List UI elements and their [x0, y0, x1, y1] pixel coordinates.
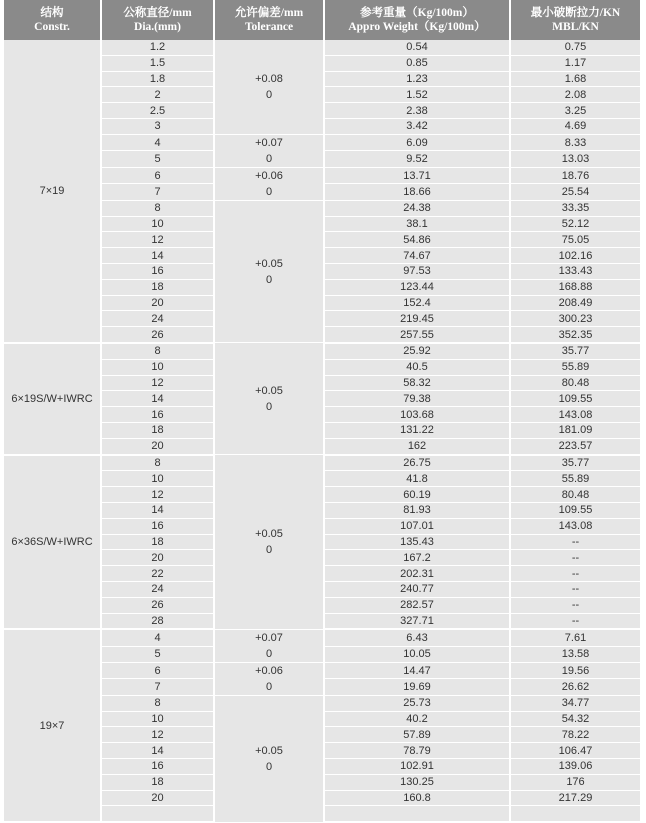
mbl-cell: 2.08 [510, 87, 640, 103]
mbl-cell: 13.58 [510, 646, 640, 662]
diameter-cell: 10 [101, 711, 214, 727]
mbl-cell: 55.89 [510, 359, 640, 375]
diameter-cell: 20 [101, 295, 214, 311]
table-body [4, 40, 640, 822]
diameter-cell: 28 [101, 613, 214, 629]
mbl-cell [510, 806, 640, 822]
tolerance-lower: 0 [265, 88, 273, 101]
diameter-cell: 12 [101, 232, 214, 248]
table-row [4, 343, 640, 359]
mbl-cell: 109.55 [510, 502, 640, 518]
weight-cell: 135.43 [324, 534, 510, 550]
tolerance-lower: 0 [265, 185, 273, 198]
weight-cell: 160.8 [324, 790, 510, 806]
mbl-cell: 352.35 [510, 327, 640, 343]
weight-cell: 6.43 [324, 629, 510, 646]
diameter-cell: 4 [101, 134, 214, 151]
header-diameter [101, 0, 214, 40]
tolerance-lower: 0 [265, 680, 273, 693]
construction-cell: 19×7 [4, 629, 101, 822]
weight-cell: 19.69 [324, 679, 510, 696]
tolerance-upper: +0.05 [255, 257, 283, 270]
diameter-cell: 18 [101, 422, 214, 438]
mbl-cell: 19.56 [510, 662, 640, 679]
diameter-cell: 7 [101, 679, 214, 696]
mbl-cell: 0.75 [510, 40, 640, 55]
diameter-cell: 26 [101, 597, 214, 613]
construction-cell: 7×19 [4, 40, 101, 343]
weight-cell: 102.91 [324, 758, 510, 774]
mbl-cell: -- [510, 566, 640, 582]
weight-cell: 167.2 [324, 550, 510, 566]
diameter-cell: 26 [101, 327, 214, 343]
diameter-cell: 20 [101, 438, 214, 454]
diameter-cell: 8 [101, 343, 214, 359]
tolerance-lower: 0 [265, 543, 273, 556]
weight-cell: 10.05 [324, 646, 510, 662]
mbl-cell: 139.06 [510, 758, 640, 774]
mbl-cell: -- [510, 534, 640, 550]
tolerance-cell [214, 167, 324, 200]
weight-cell: 103.68 [324, 407, 510, 423]
header-en: Appro Weight（Kg/100m） [348, 21, 486, 33]
weight-cell: 25.92 [324, 343, 510, 359]
weight-cell: 54.86 [324, 232, 510, 248]
diameter-cell: 16 [101, 518, 214, 534]
weight-cell: 202.31 [324, 566, 510, 582]
table-row [4, 629, 640, 646]
mbl-cell: 25.54 [510, 184, 640, 201]
tolerance-upper: +0.07 [255, 631, 283, 644]
mbl-cell: 176 [510, 774, 640, 790]
tolerance-upper: +0.06 [255, 664, 283, 677]
tolerance-upper: +0.06 [255, 169, 283, 182]
tolerance-upper: +0.05 [255, 384, 283, 397]
weight-cell: 58.32 [324, 375, 510, 391]
diameter-cell: 16 [101, 407, 214, 423]
diameter-cell: 3 [101, 118, 214, 134]
tolerance-lower: 0 [265, 152, 273, 165]
weight-cell: 40.2 [324, 711, 510, 727]
diameter-cell: 22 [101, 566, 214, 582]
mbl-cell: 106.47 [510, 743, 640, 759]
header-zh: 允许偏差/mm [234, 7, 304, 19]
mbl-cell: -- [510, 581, 640, 597]
mbl-cell: 181.09 [510, 422, 640, 438]
header-weight [324, 0, 510, 40]
weight-cell: 1.52 [324, 87, 510, 103]
mbl-cell: 7.61 [510, 629, 640, 646]
mbl-cell: 26.62 [510, 679, 640, 696]
mbl-cell: 80.48 [510, 375, 640, 391]
weight-cell [324, 806, 510, 822]
weight-cell: 219.45 [324, 311, 510, 327]
weight-cell: 257.55 [324, 327, 510, 343]
header-zh: 结构 [40, 7, 64, 19]
mbl-cell: -- [510, 550, 640, 566]
diameter-cell: 14 [101, 248, 214, 264]
diameter-cell: 20 [101, 790, 214, 806]
tolerance-lower: 0 [265, 400, 273, 413]
diameter-cell: 5 [101, 646, 214, 662]
weight-cell: 40.5 [324, 359, 510, 375]
mbl-cell: 55.89 [510, 471, 640, 487]
diameter-cell: 1.2 [101, 40, 214, 55]
weight-cell: 130.25 [324, 774, 510, 790]
mbl-cell: 217.29 [510, 790, 640, 806]
diameter-cell: 10 [101, 471, 214, 487]
mbl-cell: 133.43 [510, 263, 640, 279]
weight-cell: 97.53 [324, 263, 510, 279]
mbl-cell: 54.32 [510, 711, 640, 727]
weight-cell: 1.23 [324, 71, 510, 87]
weight-cell: 79.38 [324, 391, 510, 407]
mbl-cell: 168.88 [510, 279, 640, 295]
tolerance-cell [214, 695, 324, 822]
mbl-cell: 223.57 [510, 438, 640, 454]
weight-cell: 3.42 [324, 118, 510, 134]
weight-cell: 81.93 [324, 502, 510, 518]
diameter-cell: 12 [101, 375, 214, 391]
header-construction [4, 0, 101, 40]
diameter-cell: 18 [101, 279, 214, 295]
mbl-cell: 35.77 [510, 343, 640, 359]
mbl-cell: 3.25 [510, 103, 640, 119]
table-row [4, 40, 640, 55]
mbl-cell: 300.23 [510, 311, 640, 327]
weight-cell: 282.57 [324, 597, 510, 613]
diameter-cell: 14 [101, 502, 214, 518]
weight-cell: 0.85 [324, 55, 510, 71]
tolerance-cell [214, 343, 324, 455]
diameter-cell: 12 [101, 727, 214, 743]
weight-cell: 2.38 [324, 103, 510, 119]
diameter-cell: 6 [101, 167, 214, 184]
diameter-cell: 18 [101, 534, 214, 550]
mbl-cell: 75.05 [510, 232, 640, 248]
mbl-cell: 143.08 [510, 518, 640, 534]
diameter-cell: 8 [101, 455, 214, 471]
diameter-cell: 8 [101, 200, 214, 216]
mbl-cell: 109.55 [510, 391, 640, 407]
header-en: Tolerance [244, 21, 294, 33]
diameter-cell: 24 [101, 311, 214, 327]
mbl-cell: 78.22 [510, 727, 640, 743]
diameter-cell: 1.5 [101, 55, 214, 71]
diameter-cell: 1.8 [101, 71, 214, 87]
header-en: Constr. [34, 21, 70, 33]
weight-cell: 78.79 [324, 743, 510, 759]
mbl-cell: 1.17 [510, 55, 640, 71]
construction-cell: 6×19S/W+IWRC [4, 343, 101, 455]
weight-cell: 131.22 [324, 422, 510, 438]
tolerance-cell [214, 134, 324, 167]
diameter-cell: 5 [101, 151, 214, 168]
mbl-cell: 34.77 [510, 695, 640, 711]
mbl-cell: 8.33 [510, 134, 640, 151]
tolerance-upper: +0.05 [255, 527, 283, 540]
diameter-cell: 6 [101, 662, 214, 679]
header-row [4, 0, 640, 40]
weight-cell: 41.8 [324, 471, 510, 487]
weight-cell: 13.71 [324, 167, 510, 184]
diameter-cell: 14 [101, 743, 214, 759]
mbl-cell: 208.49 [510, 295, 640, 311]
weight-cell: 14.47 [324, 662, 510, 679]
weight-cell: 26.75 [324, 455, 510, 471]
weight-cell: 240.77 [324, 581, 510, 597]
tolerance-upper: +0.08 [255, 72, 283, 85]
mbl-cell: 13.03 [510, 151, 640, 168]
header-en: Dia.(mm) [134, 21, 181, 33]
mbl-cell: 52.12 [510, 216, 640, 232]
mbl-cell: 1.68 [510, 71, 640, 87]
tolerance-cell [214, 629, 324, 662]
wire-rope-spec-table [4, 0, 640, 823]
weight-cell: 38.1 [324, 216, 510, 232]
weight-cell: 327.71 [324, 613, 510, 629]
tolerance-lower: 0 [265, 273, 273, 286]
diameter-cell: 2 [101, 87, 214, 103]
weight-cell: 107.01 [324, 518, 510, 534]
header-mbl [510, 0, 640, 40]
tolerance-cell [214, 662, 324, 695]
diameter-cell: 16 [101, 263, 214, 279]
mbl-cell: -- [510, 597, 640, 613]
diameter-cell: 18 [101, 774, 214, 790]
tolerance-lower: 0 [265, 647, 273, 660]
mbl-cell: 143.08 [510, 407, 640, 423]
tolerance-cell [214, 40, 324, 134]
weight-cell: 25.73 [324, 695, 510, 711]
diameter-cell: 12 [101, 487, 214, 503]
weight-cell: 24.38 [324, 200, 510, 216]
diameter-cell: 16 [101, 758, 214, 774]
mbl-cell: 80.48 [510, 487, 640, 503]
tolerance-cell [214, 455, 324, 630]
weight-cell: 18.66 [324, 184, 510, 201]
diameter-cell: 10 [101, 359, 214, 375]
mbl-cell: 35.77 [510, 455, 640, 471]
weight-cell: 57.89 [324, 727, 510, 743]
mbl-cell: 33.35 [510, 200, 640, 216]
tolerance-cell [214, 200, 324, 343]
weight-cell: 6.09 [324, 134, 510, 151]
diameter-cell: 14 [101, 391, 214, 407]
header-tolerance [214, 0, 324, 40]
diameter-cell: 7 [101, 184, 214, 201]
mbl-cell: -- [510, 613, 640, 629]
diameter-cell: 24 [101, 581, 214, 597]
weight-cell: 152.4 [324, 295, 510, 311]
header-en: MBL/KN [552, 21, 599, 33]
diameter-cell: 8 [101, 695, 214, 711]
header-zh: 最小破断拉力/KN [530, 7, 621, 19]
mbl-cell: 4.69 [510, 118, 640, 134]
weight-cell: 123.44 [324, 279, 510, 295]
table-row [4, 455, 640, 471]
weight-cell: 60.19 [324, 487, 510, 503]
tolerance-lower: 0 [265, 760, 273, 773]
mbl-cell: 18.76 [510, 167, 640, 184]
diameter-cell: 4 [101, 629, 214, 646]
diameter-cell: 10 [101, 216, 214, 232]
mbl-cell: 102.16 [510, 248, 640, 264]
weight-cell: 162 [324, 438, 510, 454]
weight-cell: 0.54 [324, 40, 510, 55]
construction-cell: 6×36S/W+IWRC [4, 455, 101, 630]
diameter-cell: 2.5 [101, 103, 214, 119]
diameter-cell [101, 806, 214, 822]
tolerance-upper: +0.07 [255, 136, 283, 149]
header-zh: 参考重量（Kg/100m） [360, 7, 474, 19]
tolerance-upper: +0.05 [255, 744, 283, 757]
diameter-cell: 20 [101, 550, 214, 566]
weight-cell: 74.67 [324, 248, 510, 264]
header-zh: 公称直径/mm [123, 7, 192, 19]
weight-cell: 9.52 [324, 151, 510, 168]
